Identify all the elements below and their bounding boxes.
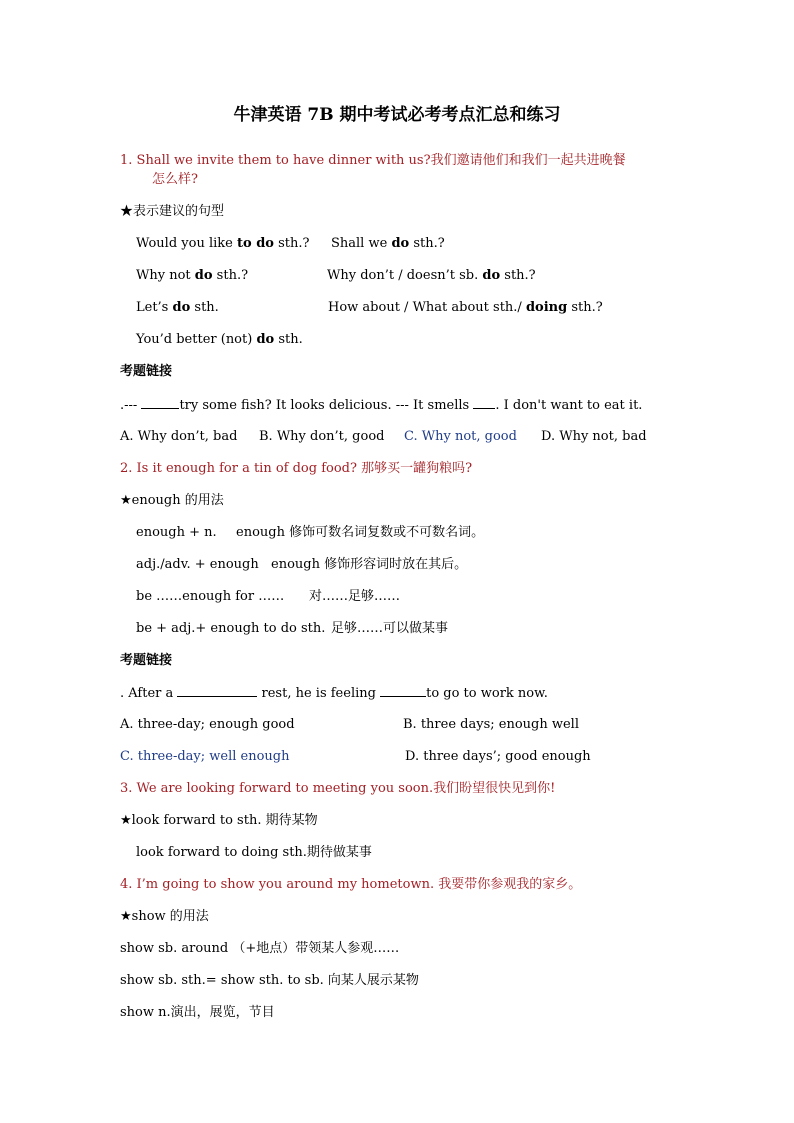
pattern-why-not: Why not do sth.?: [136, 268, 249, 283]
show-rule-1: show sb. around （+地点）带领某人参观……: [120, 941, 400, 956]
pattern-youd-better: You’d better (not) do sth.: [136, 332, 303, 347]
show-rule-2: show sb. sth.= show sth. to sb. 向某人展示某物: [120, 973, 419, 988]
enough-rule-1-label: enough + n.: [136, 525, 217, 540]
option-c-correct: C. three-day; well enough: [120, 749, 290, 764]
exam-link-heading-1: 考题链接: [120, 364, 173, 379]
look-forward-rule: look forward to doing sth.期待做某事: [136, 845, 372, 860]
pattern-shall-we: Shall we do sth.?: [331, 236, 445, 251]
option-b: B. Why don’t, good: [259, 429, 385, 444]
section-2-star: ★enough 的用法: [120, 493, 224, 508]
option-d: D. Why not, bad: [541, 429, 647, 444]
section-4-star: ★show 的用法: [120, 909, 209, 924]
enough-rule-3-label: be ……enough for ……: [136, 589, 285, 604]
page-title: 牛津英语 7B 期中考试必考考点汇总和练习: [233, 105, 561, 125]
section-4-heading: 4. I’m going to show you around my hometown. 我要带你参观我的家乡。: [120, 877, 582, 892]
exam-link-heading-2: 考题链接: [120, 653, 173, 668]
show-rule-3: show n.演出，展览，节目: [120, 1005, 275, 1020]
answer-blank[interactable]: [473, 396, 495, 409]
pattern-why-dont: Why don’t / doesn’t sb. do sth.?: [327, 268, 536, 283]
section-1-heading-cont: 怎么样?: [152, 172, 198, 187]
section-1-heading: 1. Shall we invite them to have dinner with us?我们邀请他们和我们一起共进晚餐: [120, 153, 626, 168]
answer-blank[interactable]: [141, 396, 179, 409]
pattern-how-about: How about / What about sth./ doing sth.?: [328, 300, 603, 315]
option-a: A. Why don’t, bad: [120, 429, 238, 444]
section-3-heading: 3. We are looking forward to meeting you soon.我们盼望很快见到你!: [120, 781, 556, 796]
section-1-star: ★表示建议的句型: [120, 204, 225, 219]
enough-rule-4-desc: 足够……可以做某事: [331, 621, 449, 636]
option-b: B. three days; enough well: [403, 717, 579, 732]
enough-rule-1-desc: enough 修饰可数名词复数或不可数名词。: [236, 525, 485, 540]
enough-rule-3-desc: 对……足够……: [309, 589, 401, 604]
enough-rule-2-desc: enough 修饰形容词时放在其后。: [271, 557, 468, 572]
option-c-correct: C. Why not, good: [404, 429, 517, 444]
pattern-would-you-like: Would you like to do sth.?: [136, 236, 310, 251]
enough-rule-2-label: adj./adv. + enough: [136, 557, 259, 572]
enough-rule-4-label: be + adj.+ enough to do sth.: [136, 621, 326, 636]
exam-question-1: .--- try some fish? It looks delicious. --- It smells . I don't want to eat it.: [120, 398, 643, 413]
pattern-lets: Let’s do sth.: [136, 300, 219, 315]
option-d: D. three days’; good enough: [405, 749, 591, 764]
answer-blank[interactable]: [177, 684, 257, 697]
exam-question-2: . After a rest, he is feeling to go to work now.: [120, 686, 548, 701]
answer-blank[interactable]: [380, 684, 426, 697]
option-a: A. three-day; enough good: [120, 717, 295, 732]
section-3-star: ★look forward to sth. 期待某物: [120, 813, 318, 828]
section-2-heading: 2. Is it enough for a tin of dog food? 那够买一罐狗粮吗?: [120, 461, 473, 476]
